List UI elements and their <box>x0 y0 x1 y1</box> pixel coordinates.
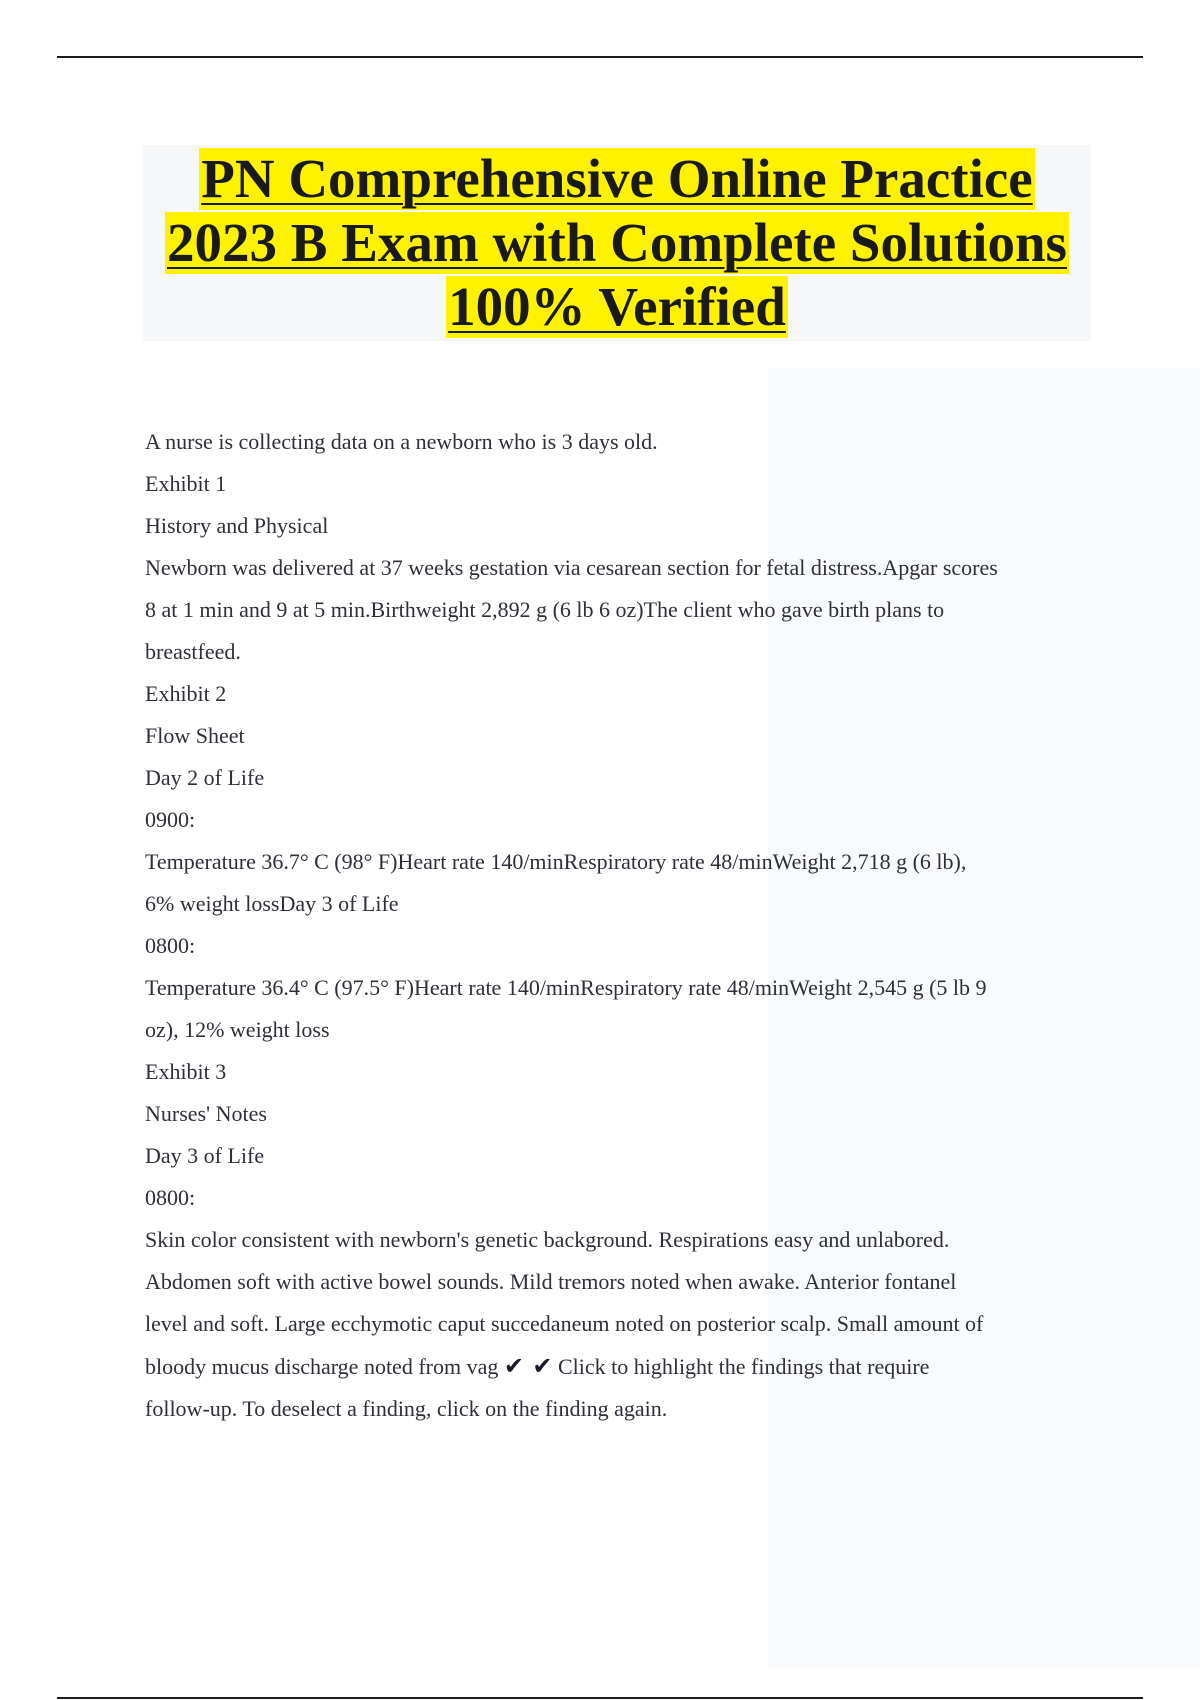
exhibit-1-text-1: Newborn was delivered at 37 weeks gestation via cesarean section for fetal distress.Apgar scores <box>145 555 998 580</box>
exhibit-3-notes-4 <box>145 1345 1105 1388</box>
title-line-1: PN Comprehensive Online Practice <box>201 148 1033 209</box>
exhibit-3-notes-2: Abdomen soft with active bowel sounds. Mild tremors noted when awake. Anterior fontanel <box>145 1269 957 1294</box>
exhibit-1-text-2: 8 at 1 min and 9 at 5 min.Birthweight 2,892 g (6 lb 6 oz)The client who gave birth plans to <box>145 597 945 622</box>
exhibit-3-heading: Nurses' Notes <box>145 1101 267 1126</box>
notes-4-before: bloody mucus discharge noted from vag <box>145 1354 499 1379</box>
exhibit-2-time-1: 0900: <box>145 807 196 832</box>
exhibit-2-vitals-2a: Temperature 36.4° C (97.5° F)Heart rate 140/minRespiratory rate 48/minWeight 2,545 g (5 lb 9 <box>145 975 987 1000</box>
title-line-2: 2023 B Exam with Complete Solutions <box>167 212 1067 273</box>
question-intro: A nurse is collecting data on a newborn who is 3 days old. <box>145 429 658 454</box>
document-title <box>143 145 1091 341</box>
exhibit-2-heading: Flow Sheet <box>145 723 245 748</box>
notes-4-after: Click to highlight the findings that require <box>557 1354 930 1379</box>
exhibit-2-day-2: Day 2 of Life <box>145 765 265 790</box>
exhibit-2-vitals-2b: oz), 12% weight loss <box>145 1017 330 1042</box>
exhibit-1-text-3: breastfeed. <box>145 639 241 664</box>
exhibit-3-notes-5: follow-up. To deselect a finding, click on the finding again. <box>145 1396 668 1421</box>
bottom-rule <box>57 1697 1143 1699</box>
exhibit-1-heading: History and Physical <box>145 513 329 538</box>
exhibit-3-notes-1: Skin color consistent with newborn's genetic background. Respirations easy and unlabored. <box>145 1227 950 1252</box>
exhibit-3-time: 0800: <box>145 1185 196 1210</box>
exhibit-3-day-3: Day 3 of Life <box>145 1143 265 1168</box>
top-rule <box>57 56 1143 58</box>
exhibit-3-label: Exhibit 3 <box>145 1059 227 1084</box>
exhibit-2-vitals-1b: 6% weight lossDay 3 of Life <box>145 891 399 916</box>
question-body <box>145 421 1105 1430</box>
exhibit-2-vitals-1a: Temperature 36.7° C (98° F)Heart rate 140/minRespiratory rate 48/minWeight 2,718 g (6 lb), <box>145 849 967 874</box>
checkmark-icon: ✔ ✔ <box>503 1352 553 1380</box>
exhibit-2-time-2: 0800: <box>145 933 196 958</box>
exhibit-1-label: Exhibit 1 <box>145 471 227 496</box>
exhibit-3-notes-3: level and soft. Large ecchymotic caput succedaneum noted on posterior scalp. Small amount of <box>145 1311 984 1336</box>
title-line-3: 100% Verified <box>448 276 786 337</box>
exhibit-2-label: Exhibit 2 <box>145 681 227 706</box>
